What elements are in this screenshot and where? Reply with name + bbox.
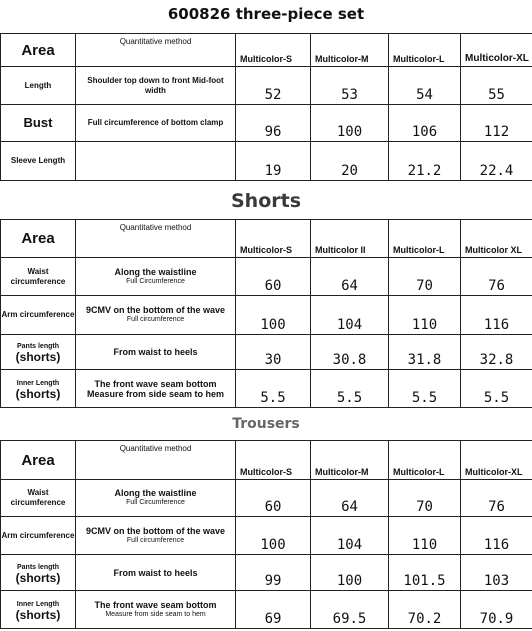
value-cell: 21.2 <box>389 142 461 181</box>
section-title-shorts: Shorts <box>230 190 302 212</box>
value-cell: 70.9 <box>461 591 532 629</box>
method-cell: Full circumference of bottom clamp <box>76 105 236 142</box>
value-cell: 64 <box>311 258 389 296</box>
table-row <box>1 67 532 105</box>
value-cell: 30.8 <box>311 335 389 370</box>
method-cell: 9CMV on the bottom of the wave Full circumference <box>76 517 236 555</box>
table-row <box>1 296 532 335</box>
value-cell: 5.5 <box>389 370 461 408</box>
value-cell: 69 <box>236 591 311 629</box>
table-row <box>1 142 532 181</box>
value-cell: 76 <box>461 480 532 517</box>
value-cell: 101.5 <box>389 555 461 591</box>
value-cell: 100 <box>236 296 311 335</box>
value-cell: 106 <box>389 105 461 142</box>
size-header: Multicolor-M <box>311 441 389 480</box>
size-header: Multicolor-XL <box>461 441 532 480</box>
part-label: Length <box>1 67 76 105</box>
value-cell: 112 <box>461 105 532 142</box>
part-label: Sleeve Length <box>1 142 76 181</box>
method-cell <box>76 142 236 181</box>
value-cell: 99 <box>236 555 311 591</box>
value-cell: 103 <box>461 555 532 591</box>
value-cell: 55 <box>461 67 532 105</box>
table-row <box>1 258 532 296</box>
value-cell: 70 <box>389 480 461 517</box>
value-cell: 100 <box>311 105 389 142</box>
value-cell: 116 <box>461 296 532 335</box>
method-cell: 9CMV on the bottom of the wave Full circumference <box>76 296 236 335</box>
value-cell: 64 <box>311 480 389 517</box>
value-cell: 19 <box>236 142 311 181</box>
value-cell: 116 <box>461 517 532 555</box>
method-cell: From waist to heels <box>76 335 236 370</box>
page-title: 600826 three-piece set <box>167 5 365 23</box>
table-row <box>1 335 532 370</box>
area-header: Area <box>1 34 76 67</box>
size-header: Multicolor-M <box>311 34 389 67</box>
part-label: Waist circumference <box>1 480 76 517</box>
area-header: Area <box>1 220 76 258</box>
size-header: Multicolor-L <box>389 220 461 258</box>
method-header: Quantitative method <box>76 441 236 480</box>
value-cell: 76 <box>461 258 532 296</box>
value-cell: 60 <box>236 480 311 517</box>
size-header: Multicolor-XL <box>461 34 532 67</box>
value-cell: 100 <box>311 555 389 591</box>
method-cell: Along the waistline Full Circumference <box>76 258 236 296</box>
size-header: Multicolor-S <box>236 34 311 67</box>
value-cell: 70.2 <box>389 591 461 629</box>
value-cell: 5.5 <box>236 370 311 408</box>
table-row <box>1 370 532 408</box>
part-label: Bust <box>1 105 76 142</box>
part-label: Inner Length (shorts) <box>1 591 76 629</box>
method-header: Quantitative method <box>76 34 236 67</box>
value-cell: 5.5 <box>461 370 532 408</box>
value-cell: 30 <box>236 335 311 370</box>
value-cell: 32.8 <box>461 335 532 370</box>
part-label: Arm circumference <box>1 296 76 335</box>
method-cell: Along the waistline Full Circumference <box>76 480 236 517</box>
method-cell: The front wave seam bottom Measure from side seam to hem <box>76 370 236 408</box>
value-cell: 54 <box>389 67 461 105</box>
part-label: Waist circumference <box>1 258 76 296</box>
value-cell: 53 <box>311 67 389 105</box>
shorts-size-table <box>0 219 532 408</box>
value-cell: 20 <box>311 142 389 181</box>
value-cell: 60 <box>236 258 311 296</box>
area-header: Area <box>1 441 76 480</box>
method-cell: Shoulder top down to front Mid-foot width <box>76 67 236 105</box>
method-header: Quantitative method <box>76 220 236 258</box>
value-cell: 96 <box>236 105 311 142</box>
size-header: Multicolor-L <box>389 441 461 480</box>
value-cell: 5.5 <box>311 370 389 408</box>
part-label: Inner Length (shorts) <box>1 370 76 408</box>
value-cell: 100 <box>236 517 311 555</box>
size-header: Multicolor-S <box>236 441 311 480</box>
size-header: Multicolor XL <box>461 220 532 258</box>
trousers-size-table <box>0 440 532 629</box>
part-label: Pants length (shorts) <box>1 335 76 370</box>
size-header: Multicolor-S <box>236 220 311 258</box>
value-cell: 52 <box>236 67 311 105</box>
size-header: Multicolor II <box>311 220 389 258</box>
part-label: Pants length (shorts) <box>1 555 76 591</box>
table-row <box>1 591 532 629</box>
method-cell: The front wave seam bottom Measure from side seam to hem <box>76 591 236 629</box>
value-cell: 104 <box>311 517 389 555</box>
value-cell: 110 <box>389 296 461 335</box>
table-row <box>1 105 532 142</box>
part-label: Arm circumference <box>1 517 76 555</box>
value-cell: 69.5 <box>311 591 389 629</box>
size-header: Multicolor-L <box>389 34 461 67</box>
value-cell: 31.8 <box>389 335 461 370</box>
value-cell: 70 <box>389 258 461 296</box>
value-cell: 22.4 <box>461 142 532 181</box>
table-row <box>1 555 532 591</box>
table-row <box>1 480 532 517</box>
method-cell: From waist to heels <box>76 555 236 591</box>
table-row <box>1 517 532 555</box>
section-title-trousers: Trousers <box>232 416 300 432</box>
value-cell: 104 <box>311 296 389 335</box>
value-cell: 110 <box>389 517 461 555</box>
top-size-table <box>0 33 532 181</box>
